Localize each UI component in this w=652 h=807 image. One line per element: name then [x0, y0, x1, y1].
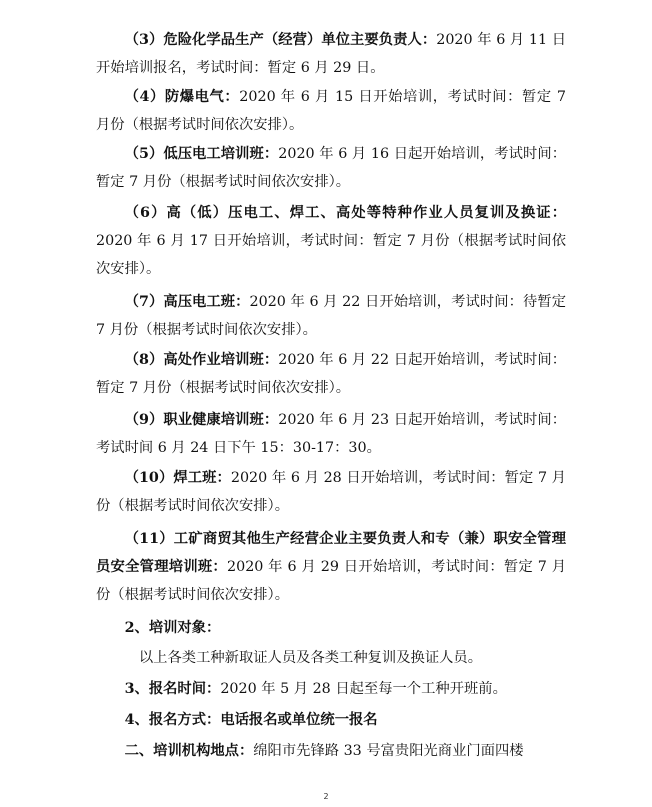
item-9-label: （9）职业健康培训班：	[124, 412, 279, 428]
item-8	[96, 346, 566, 402]
item-5-text: 2020 年 6 月 16 日起开始培训，考试时间：暂定 7 月份（根据考试时间依次安排）。	[96, 146, 566, 190]
item-7	[96, 288, 566, 344]
item-11-text: 2020 年 6 月 29 日开始培训，考试时间：暂定 7 月份（根据考试时间依次安排）。	[96, 559, 566, 603]
item-4-label: （4）防爆电气：	[124, 89, 240, 105]
section-4-label: 4、报名方式：电话报名或单位统一报名	[124, 712, 378, 728]
section-3	[96, 675, 566, 703]
item-8-label: （8）高处作业培训班：	[124, 352, 279, 368]
section-3-label: 3、报名时间：	[124, 681, 221, 697]
item-5	[96, 140, 566, 196]
item-7-text: 2020 年 6 月 22 日开始培训，考试时间：待暂定 7 月份（根据考试时间依次安排）。	[96, 294, 566, 338]
section-4	[96, 706, 566, 734]
part-2	[96, 737, 566, 765]
section-3-text: 2020 年 5 月 28 日起至每一个工种开班前。	[220, 681, 507, 697]
item-5-label: （5）低压电工培训班：	[124, 146, 279, 162]
section-2-text: 以上各类工种新取证人员及各类工种复训及换证人员。	[138, 650, 483, 666]
item-4	[96, 83, 566, 139]
item-10-label: （10）焊工班：	[124, 470, 231, 486]
item-3	[96, 26, 566, 82]
section-2-title	[96, 614, 566, 642]
item-9	[96, 406, 566, 462]
item-6	[96, 199, 566, 283]
item-6-label: （6）高（低）压电工、焊工、高处等特种作业人员复训及换证：	[124, 205, 566, 221]
item-4-text: 2020 年 6 月 15 日开始培训，考试时间：暂定 7 月份（根据考试时间依次安排）。	[96, 89, 566, 133]
item-3-text: 2020 年 6 月 11 日开始培训报名，考试时间：暂定 6 月 29 日。	[96, 32, 566, 76]
item-10-text: 2020 年 6 月 28 日开始培训，考试时间：暂定 7 月份（根据考试时间依次安排）。	[96, 470, 566, 514]
part-2-label: 二、培训机构地点：	[124, 743, 254, 759]
item-11-label: （11）工矿商贸其他生产经营企业主要负责人和专（兼）职安全管理员安全管理培训班：	[96, 531, 566, 575]
page-number: 2	[323, 792, 329, 801]
part-2-text: 绵阳市先锋路 33 号富贵阳光商业门面四楼	[253, 743, 524, 759]
item-7-label: （7）高压电工班：	[124, 294, 250, 310]
item-10	[96, 464, 566, 520]
item-11	[96, 525, 566, 609]
item-8-text: 2020 年 6 月 22 日起开始培训，考试时间：暂定 7 月份（根据考试时间依次安排）。	[96, 352, 566, 396]
item-9-text: 2020 年 6 月 23 日起开始培训，考试时间：考试时间 6 月 24 日下午 15：30-17：30。	[96, 412, 566, 456]
section-2-title-text: 2、培训对象：	[124, 620, 221, 636]
item-6-text: 2020 年 6 月 17 日开始培训，考试时间：暂定 7 月份（根据考试时间依次安排）。	[96, 233, 566, 277]
item-3-label: （3）危险化学品生产（经营）单位主要负责人：	[124, 32, 437, 48]
